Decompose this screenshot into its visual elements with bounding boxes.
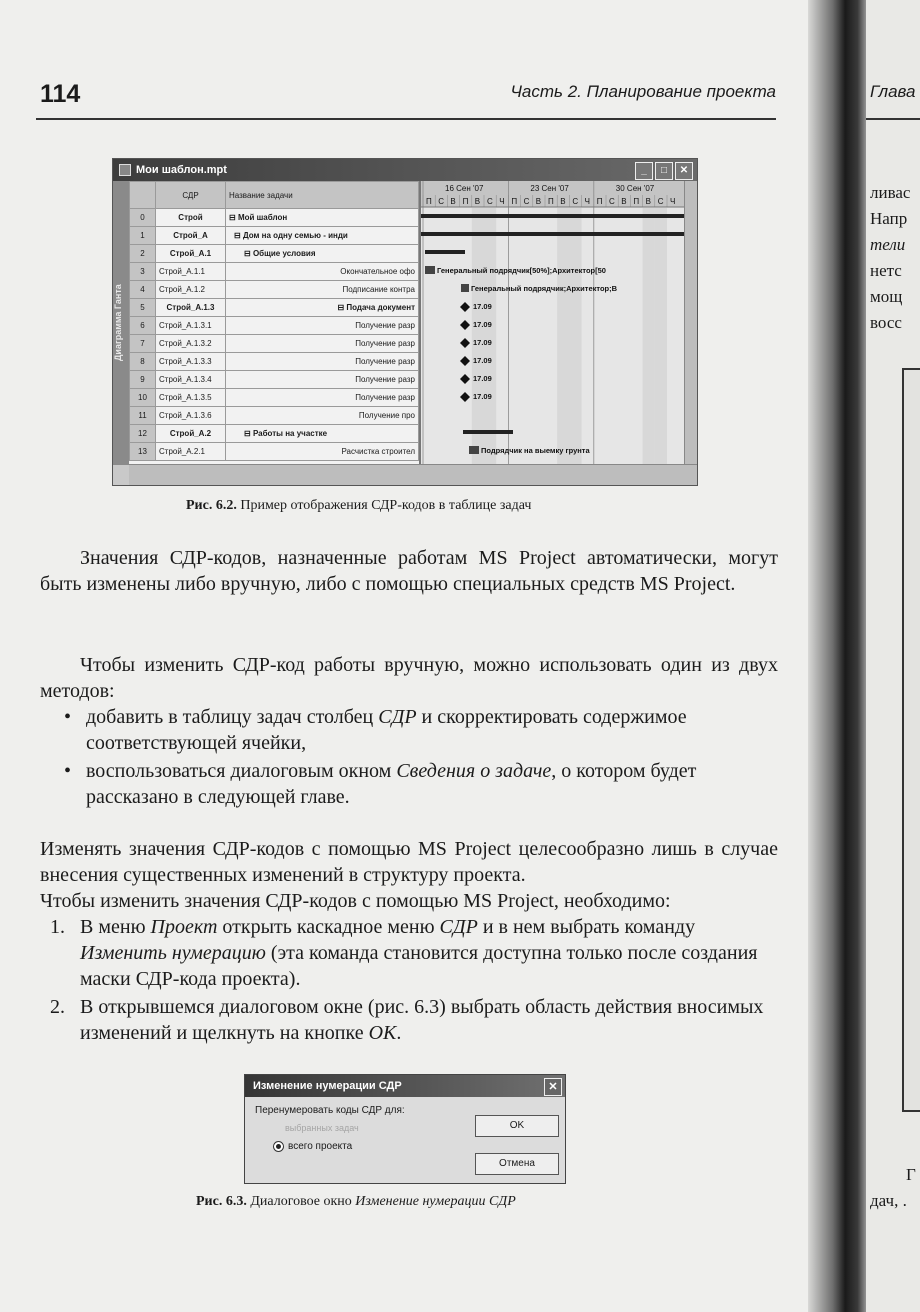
day-label: Ч	[670, 197, 676, 206]
gantt-label: 17.09	[473, 356, 492, 365]
paragraph-4: Чтобы изменить значения СДР-кодов с помощью MS Project, необходимо:	[40, 890, 671, 912]
header-rule	[36, 118, 776, 120]
gantt-label: 17.09	[473, 374, 492, 383]
wbs-cell[interactable]: Строй_А.1.3.4	[156, 371, 226, 389]
row-number: 10	[130, 389, 156, 407]
table-row[interactable]	[130, 425, 419, 443]
week-label: 23 Сен '07	[530, 184, 569, 193]
task-bar	[469, 446, 479, 454]
task-name-cell[interactable]	[226, 281, 419, 299]
task-name-cell[interactable]	[226, 299, 419, 317]
row-number: 1	[130, 227, 156, 245]
milestone-diamond	[460, 338, 470, 348]
task-name-cell[interactable]	[226, 245, 419, 263]
task-name: Получение разр	[355, 321, 415, 330]
nonworking-shading	[643, 208, 655, 465]
option-label: всего проекта	[288, 1141, 353, 1152]
row-number: 0	[130, 209, 156, 227]
summary-bar	[421, 214, 689, 218]
task-name: Получение разр	[355, 393, 415, 402]
row-number: 5	[130, 299, 156, 317]
summary-bar	[421, 232, 689, 236]
task-name: Получение разр	[355, 357, 415, 366]
day-label: С	[657, 197, 664, 206]
task-table	[129, 181, 419, 465]
option-selected-tasks: выбранных задач	[285, 1123, 359, 1133]
vertical-scrollbar[interactable]	[684, 181, 697, 465]
task-name-cell[interactable]	[226, 443, 419, 461]
day-label: В	[535, 197, 542, 206]
row-number: 4	[130, 281, 156, 299]
row-number: 12	[130, 425, 156, 443]
row-number: 13	[130, 443, 156, 461]
column-header-wbs[interactable]: СДР	[156, 182, 226, 209]
right-line: тели	[870, 235, 906, 254]
day-label: В	[560, 197, 566, 206]
wbs-cell[interactable]: Строй_А.1	[156, 245, 226, 263]
day-label: В	[450, 197, 456, 206]
right-line: Напр	[870, 209, 908, 228]
task-name-cell[interactable]	[226, 209, 419, 227]
nonworking-shading	[484, 208, 496, 465]
running-head: Часть 2. Планирование проекта	[510, 82, 776, 101]
task-bar	[425, 266, 435, 274]
day-label: С	[609, 197, 615, 206]
nonworking-shading	[569, 208, 581, 465]
wbs-cell[interactable]: Строй_А.1.3.2	[156, 335, 226, 353]
task-name-cell[interactable]	[226, 389, 419, 407]
table-header-row	[130, 182, 419, 209]
day-label: П	[633, 197, 640, 206]
ms-project-window	[112, 158, 698, 486]
table-row[interactable]	[130, 371, 419, 389]
row-number: 6	[130, 317, 156, 335]
day-label: Ч	[584, 197, 590, 206]
collapse-icon[interactable]: ⊟	[244, 249, 253, 258]
task-name-cell[interactable]	[226, 335, 419, 353]
milestone-diamond	[460, 356, 470, 366]
horizontal-scrollbar[interactable]	[129, 464, 697, 485]
row-number: 9	[130, 371, 156, 389]
collapse-icon[interactable]: ⊟	[234, 231, 243, 240]
caption-text: Диалоговое окно	[250, 1194, 356, 1209]
summary-bar	[463, 430, 513, 434]
table-row[interactable]	[130, 317, 419, 335]
wbs-cell[interactable]: Строй_А.1.2	[156, 281, 226, 299]
caption-text: Пример отображения СДР-кодов в таблице задач	[240, 498, 532, 513]
task-name: Мой шаблон	[237, 213, 288, 222]
table-row[interactable]	[130, 389, 419, 407]
task-name-cell[interactable]	[226, 263, 419, 281]
right-line: дач, .	[870, 1191, 907, 1210]
gantt-label: Генеральный подрядчик;Архитектор;В	[471, 284, 618, 293]
cancel-button[interactable]: Отмена	[475, 1153, 559, 1175]
figure-caption-6-3	[196, 1194, 516, 1210]
task-name: Получение разр	[355, 339, 415, 348]
close-icon[interactable]: ✕	[544, 1078, 562, 1096]
task-name: Подписание контра	[342, 285, 415, 294]
table-row[interactable]	[130, 281, 419, 299]
wbs-cell[interactable]: Строй_А.1.3.6	[156, 407, 226, 425]
day-label: В	[621, 197, 627, 206]
row-number: 2	[130, 245, 156, 263]
collapse-icon[interactable]: ⊟	[229, 213, 238, 222]
row-number: 7	[130, 335, 156, 353]
page-number: 114	[40, 80, 81, 108]
milestone-diamond	[460, 392, 470, 402]
caption-label: Рис. 6.3.	[196, 1194, 247, 1209]
day-label: В	[645, 197, 651, 206]
minimize-icon[interactable]: _	[635, 162, 653, 180]
paragraph-3: Изменять значения СДР-кодов с помощью MS Project целесообразно лишь в случае внесения существенных изменений в структуру проекта.	[40, 838, 778, 886]
nonworking-shading	[557, 208, 569, 465]
week-label: 16 Сен '07	[445, 184, 484, 193]
option-whole-project[interactable]	[273, 1141, 352, 1152]
gantt-label: Генеральный подрядчик[50%];Архитектор[50	[437, 266, 606, 275]
header-corner	[130, 182, 156, 209]
wbs-cell[interactable]: Строй_А.2.1	[156, 443, 226, 461]
day-label: С	[572, 197, 579, 206]
table-row[interactable]	[130, 443, 419, 461]
wbs-cell[interactable]: Строй_А.1.3	[156, 299, 226, 317]
wbs-cell[interactable]: Строй_А.2	[156, 425, 226, 443]
wbs-cell[interactable]: Строй_А	[156, 227, 226, 245]
radio-selected-icon[interactable]	[273, 1141, 284, 1152]
day-label: П	[596, 197, 603, 206]
dialog-prompt: Перенумеровать коды СДР для:	[255, 1105, 405, 1116]
gantt-svg	[421, 181, 689, 465]
nonworking-shading	[472, 208, 484, 465]
right-line: ливас	[870, 183, 911, 202]
caption-label: Рис. 6.2.	[186, 498, 237, 513]
task-name: Окончательное офо	[340, 267, 415, 276]
task-bar	[461, 284, 469, 292]
right-line: восс	[870, 313, 902, 332]
dialog-title: Изменение нумерации СДР	[253, 1080, 402, 1092]
window-controls	[635, 162, 693, 180]
collapse-icon[interactable]: ⊟	[244, 429, 253, 438]
maximize-icon[interactable]: □	[655, 162, 673, 180]
list-item: 2. В открывшемся диалоговом окне (рис. 6.3) выбрать область действия вносимых изменений и щелкнуть на кнопке OK.	[50, 996, 764, 1044]
paragraph-2: Чтобы изменить СДР-код работы вручную, можно использовать один из двух методов:	[40, 654, 778, 702]
ok-button[interactable]: OK	[475, 1115, 559, 1137]
task-name-cell[interactable]	[226, 227, 419, 245]
row-number: 8	[130, 353, 156, 371]
table-row[interactable]	[130, 209, 419, 227]
steps-list	[50, 914, 778, 1048]
wbs-cell[interactable]: Строй_А.1.3.3	[156, 353, 226, 371]
table-row[interactable]	[130, 299, 419, 317]
day-label: В	[474, 197, 481, 206]
task-name-cell[interactable]	[226, 407, 419, 425]
list-item: • воспользоваться диалоговым окном Сведения о задаче, о котором будет рассказано в следующей главе.	[60, 758, 778, 810]
right-line: нетс	[870, 261, 902, 280]
table-row[interactable]	[130, 245, 419, 263]
gantt-view-bar[interactable]: Диаграмма Ганта	[113, 181, 129, 465]
wbs-cell[interactable]: Строй_А.1.1	[156, 263, 226, 281]
wbs-cell[interactable]: Строй_А.1.3.1	[156, 317, 226, 335]
collapse-icon[interactable]: ⊟	[337, 303, 347, 312]
gantt-label: Подрядчик на выемку грунта	[481, 446, 590, 455]
list-item: 1. В меню Проект открыть каскадное меню СДР и в нем выбрать команду Изменить нумерацию (эта команда становится доступна только после создания маски СДР-кода проекта).	[50, 916, 758, 990]
task-name-cell[interactable]	[226, 371, 419, 389]
right-line: мощ	[870, 287, 903, 306]
table-row[interactable]	[130, 263, 419, 281]
figure-caption-6-2	[186, 498, 531, 514]
day-label: Ч	[499, 197, 505, 206]
nonworking-shading	[655, 208, 667, 465]
milestone-diamond	[460, 320, 470, 330]
day-label: С	[487, 197, 493, 206]
table-row[interactable]	[130, 227, 419, 245]
list-item: • добавить в таблицу задач столбец СДР и скорректировать содержимое соответствующей ячейки,	[60, 704, 778, 756]
task-name: Получение про	[358, 411, 415, 420]
window-titlebar	[113, 159, 697, 181]
dialog-titlebar	[245, 1075, 565, 1097]
task-name: Общие условия	[252, 249, 316, 258]
window-title: Мои шаблон.mpt	[136, 164, 227, 176]
close-icon[interactable]: ✕	[675, 162, 693, 180]
day-label: С	[523, 197, 530, 206]
task-name-cell[interactable]	[226, 425, 419, 443]
wbs-cell[interactable]: Строй_А.1.3.5	[156, 389, 226, 407]
paragraph-1: Значения СДР-кодов, назначенные работам MS Project автоматически, могут быть изменены либо вручную, либо с помощью специальных средств MS Project.	[40, 547, 778, 595]
task-name-cell[interactable]	[226, 353, 419, 371]
summary-bar	[425, 250, 465, 254]
gantt-chart	[419, 181, 689, 465]
task-name: Подача документ	[346, 303, 415, 312]
day-label: С	[438, 197, 444, 206]
task-name: Дом на одну семью - инди	[242, 231, 348, 240]
column-header-name[interactable]: Название задачи	[226, 182, 419, 209]
day-label: П	[462, 197, 469, 206]
document-icon	[119, 164, 131, 176]
table-row[interactable]	[130, 353, 419, 371]
right-running-head: Глава	[870, 82, 916, 101]
table-row[interactable]	[130, 335, 419, 353]
renumber-dialog	[244, 1074, 566, 1184]
caption-term: Изменение нумерации СДР	[355, 1194, 516, 1209]
book-spine	[808, 0, 870, 1312]
right-figure-frame	[902, 368, 920, 1112]
row-number: 3	[130, 263, 156, 281]
gantt-label: 17.09	[473, 302, 492, 311]
method-list	[60, 704, 778, 812]
right-line: Г	[906, 1165, 916, 1184]
milestone-diamond	[460, 374, 470, 384]
gantt-label: 17.09	[473, 338, 492, 347]
task-name: Расчистка строител	[341, 447, 415, 456]
right-page	[866, 0, 920, 1312]
day-label: П	[511, 197, 518, 206]
task-name-cell[interactable]	[226, 317, 419, 335]
wbs-cell[interactable]: Строй	[156, 209, 226, 227]
row-number: 11	[130, 407, 156, 425]
milestone-diamond	[460, 302, 470, 312]
right-header-rule	[866, 118, 920, 120]
gantt-label: 17.09	[473, 320, 492, 329]
day-label: П	[426, 197, 432, 206]
task-name: Получение разр	[355, 375, 415, 384]
week-label: 30 Сен '07	[615, 184, 655, 193]
task-name: Работы на участке	[252, 429, 328, 438]
gantt-label: 17.09	[473, 392, 492, 401]
table-row[interactable]	[130, 407, 419, 425]
day-label: П	[548, 197, 554, 206]
